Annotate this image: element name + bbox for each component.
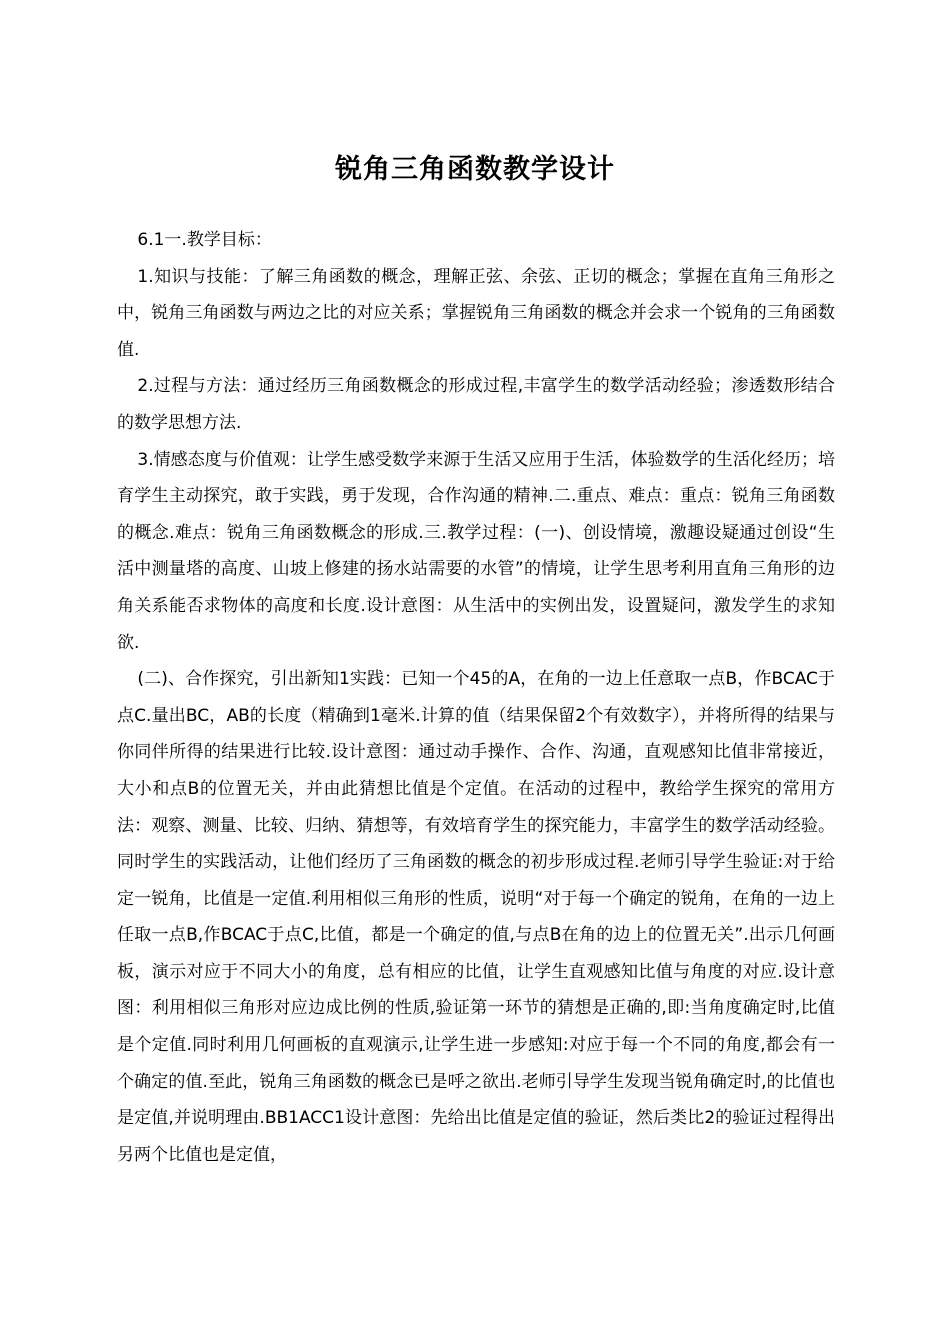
- paragraph-process-methods: 2.过程与方法：通过经历三角函数概念的形成过程,丰富学生的数学活动经验；渗透数形结合的数学思想方法.: [117, 376, 835, 433]
- paragraph-cooperative-inquiry: (二)、合作探究，引出新知1实践：已知一个45的A，在角的一边上任意取一点B，作BCAC于点C.量出BC，AB的长度（精确到1毫米.计算的值（结果保留2个有效数字），并将所得的结果与你同伴所得的结果进行比较.设计意图：通过动手操作、合作、沟通，直观感知比值非常接近，大小和点B的位置无关，并由此猜想比值是个定值。在活动的过程中，教给学生探究的常用方法：观察、测量、比较、归纳、猜想等，有效培育学生的探究能力，丰富学生的数学活动经验。同时学生的实践活动，让他们经历了三角函数的概念的初步形成过程.老师引导学生验证:对于给定一锐角，比值是一定值.利用相似三角形的性质，说明“对于每一个确定的锐角，在角的一边上任取一点B,作BCAC于点C,比值，都是一个确定的值,与点B在角的边上的位置无关”.出示几何画板，演示对应于不同大小的角度，总有相应的比值，让学生直观感知比值与角度的对应.设计意图：利用相似三角形对应边成比例的性质,验证第一环节的猜想是正确的,即:当角度确定时,比值是个定值.同时利用几何画板的直观演示,让学生进一步感知:对应于每一个不同的角度,都会有一个确定的值.至此，锐角三角函数的概念已是呼之欲出.老师引导学生发现当锐角确定时,的比值也是定值,并说明理由.BB1ACC1设计意图：先给出比值是定值的验证，然后类比2的验证过程得出另两个比值也是定值，: [117, 669, 835, 1165]
- paragraph-emotion-values: 3.情感态度与价值观：让学生感受数学来源于生活又应用于生活，体验数学的生活化经历；培育学生主动探究，敢于实践，勇于发现，合作沟通的精神.二.重点、难点：重点：锐角三角函数的概念.难点：锐角三角函数概念的形成.三.教学过程：(一)、创设情境，激趣设疑通过创设“生活中测量塔的高度、山坡上修建的扬水站需要的水管”的情境，让学生思考利用直角三角形的边角关系能否求物体的高度和长度.设计意图：从生活中的实例出发，设置疑问，激发学生的求知欲.: [117, 449, 835, 653]
- paragraph-section-heading: 6.1一.教学目标：: [137, 230, 272, 250]
- document-body: [117, 222, 835, 1173]
- document-title: 锐角三角函数教学设计: [335, 154, 615, 186]
- paragraph-knowledge-skills: 1.知识与技能：了解三角函数的概念，理解正弦、余弦、正切的概念；掌握在直角三角形之中，锐角三角函数与两边之比的对应关系；掌握锐角三角函数的概念并会求一个锐角的三角函数值.: [117, 266, 835, 360]
